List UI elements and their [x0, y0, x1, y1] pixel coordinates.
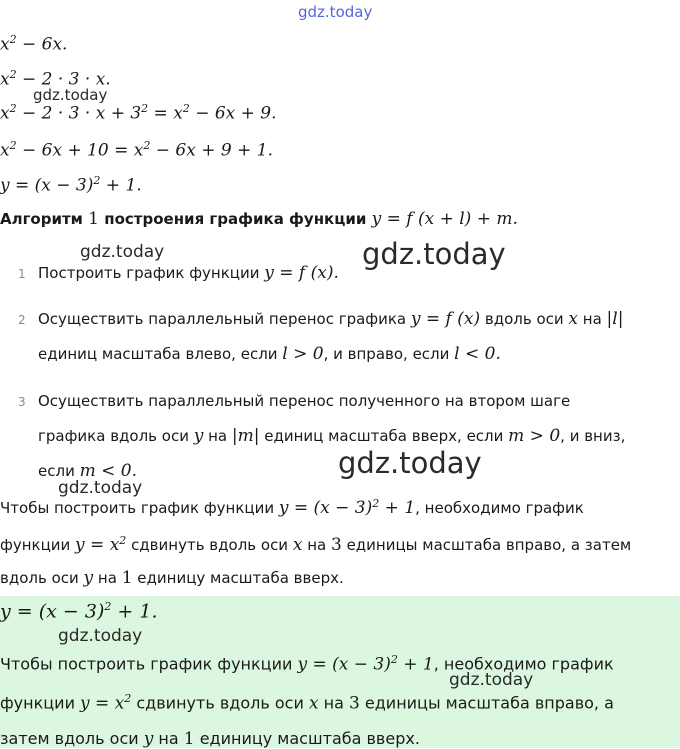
expression-4: $x^2 - 6x + 10 = x^2 - 6x + 9 + 1$.	[0, 139, 273, 161]
watermark: gdz.today	[58, 478, 143, 498]
watermark-top: gdz.today	[298, 3, 373, 21]
watermark: gdz.today	[33, 86, 108, 104]
algorithm-step-3: 3 Осуществить параллельный перенос полученного на втором шаге	[18, 392, 571, 410]
algorithm-step-3-cont: графика вдоль оси y на |m| единиц масштаба вверх, если m > 0, и вниз,	[38, 426, 626, 446]
answer-formula: $y = (x - 3)^2 + 1$.	[0, 600, 158, 623]
watermark: gdz.today	[80, 242, 165, 262]
watermark-large: gdz.today	[338, 446, 482, 480]
algorithm-title: Алгоритм 1 построения графика функции y = f (x + l) + m.	[0, 209, 518, 229]
explanation-line-3: вдоль оси y на 1 единицу масштаба вверх.	[0, 568, 344, 588]
answer-line-3: затем вдоль оси y на 1 единицу масштаба вверх.	[0, 729, 420, 749]
expression-3: $x^2 - 2 \cdot 3 \cdot x + 3^2 = x^2 - 6x + 9$.	[0, 102, 277, 124]
algorithm-step-3-cont2: если m < 0.	[38, 461, 137, 481]
explanation-line-2: функции $y = x^2$ сдвинуть вдоль оси x на 3 единицы масштаба вправо, а затем	[0, 534, 632, 555]
explanation-line-1: Чтобы построить график функции $y = (x - 3)^2 + 1$, необходимо график	[0, 497, 584, 518]
expression-2: $x^2 - 2 \cdot 3 \cdot x$.	[0, 68, 111, 90]
watermark: gdz.today	[58, 626, 143, 646]
algorithm-step-2-cont: единиц масштаба влево, если l > 0, и вправо, если l < 0.	[38, 344, 501, 364]
watermark-large: gdz.today	[362, 237, 506, 271]
answer-line-2: функции $y = x^2$ сдвинуть вдоль оси x на 3 единицы масштаба вправо, а	[0, 692, 614, 714]
algorithm-step-2: 2 Осуществить параллельный перенос графика y = f (x) вдоль оси x на |l|	[18, 309, 624, 329]
expression-1: $x^2 - 6x$.	[0, 33, 68, 55]
watermark: gdz.today	[449, 670, 534, 690]
algorithm-step-1: 1 Построить график функции y = f (x).	[18, 263, 339, 283]
answer-line-1: Чтобы построить график функции $y = (x - 3)^2 + 1$, необходимо график	[0, 653, 614, 675]
expression-5: $y = (x - 3)^2 + 1$.	[0, 174, 142, 196]
